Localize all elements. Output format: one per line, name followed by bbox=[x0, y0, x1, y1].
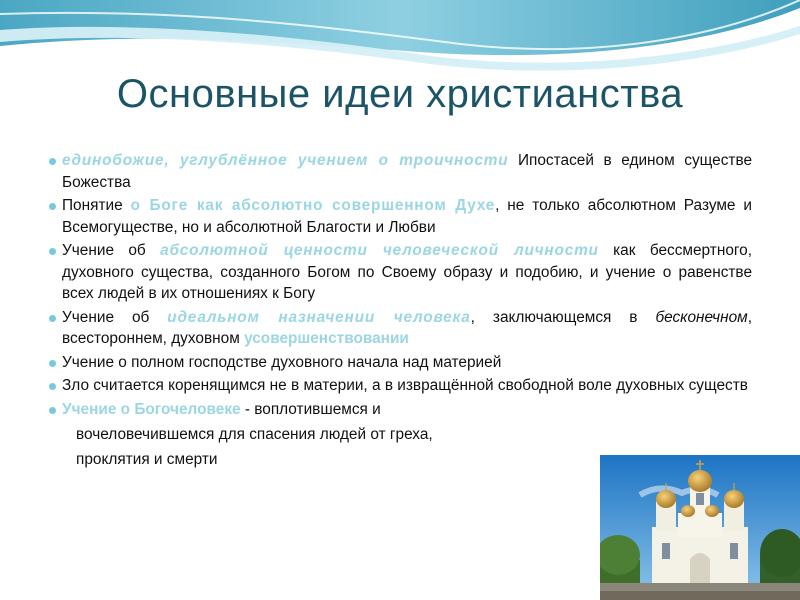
bullet-dot-icon bbox=[49, 248, 56, 255]
highlight-text: абсолютной ценности человеческой личности bbox=[160, 242, 599, 259]
item-text: как бессмертного, духовного существа, созданного Богом по Своему образу и подобию, и учение о равенстве всех людей в их отношениях к Богу bbox=[62, 242, 752, 302]
list-item bbox=[48, 150, 752, 193]
item-continuation: вочеловечившемся для спасения людей от греха, bbox=[76, 426, 433, 443]
list-item bbox=[48, 375, 752, 397]
list-item bbox=[48, 307, 752, 350]
item-text: , заключающемся в bbox=[470, 308, 656, 326]
highlight-text: усовершенствовании bbox=[244, 330, 409, 347]
highlight-text: идеальном назначении человека bbox=[167, 308, 471, 326]
item-text: Понятие bbox=[62, 197, 131, 214]
highlight-text: о Боге как абсолютно совершенном Духе bbox=[130, 197, 496, 214]
list-item bbox=[48, 195, 752, 238]
item-text: Ипостасей в едином существе Божества bbox=[62, 152, 753, 191]
bullet-dot-icon bbox=[49, 383, 56, 390]
church-photo bbox=[600, 455, 800, 600]
italic-text: бесконечном bbox=[655, 308, 748, 326]
bullet-dot-icon bbox=[49, 407, 56, 414]
item-text: Учение о полном господстве духовного начала над материей bbox=[62, 353, 502, 371]
list-item bbox=[48, 352, 752, 374]
slide-title: Основные идеи христианства bbox=[116, 72, 684, 116]
bullet-dot-icon bbox=[49, 158, 56, 165]
highlight-text: единобожие, углублённое учением о троичности bbox=[62, 152, 509, 169]
item-text: Учение об bbox=[62, 308, 168, 326]
item-text: Зло считается коренящимся не в материи, а в извращённой свободной воле духовных существ bbox=[62, 377, 748, 394]
item-text: Учение об bbox=[62, 242, 161, 259]
bullet-list bbox=[48, 150, 752, 470]
bullet-dot-icon bbox=[49, 203, 56, 210]
header-wave-decoration bbox=[0, 0, 800, 78]
item-text: , не только абсолютном Разуме и Всемогуществе, но и абсолютной Благости и Любви bbox=[62, 197, 752, 236]
highlight-text: Учение о Богочеловеке bbox=[62, 400, 241, 418]
bullet-dot-icon bbox=[49, 315, 56, 322]
item-text: , всестороннем, духовном bbox=[62, 308, 752, 347]
list-item bbox=[48, 240, 752, 305]
bullet-dot-icon bbox=[49, 360, 56, 367]
list-item bbox=[48, 399, 752, 421]
item-text: - воплотившемся и bbox=[240, 400, 381, 418]
item-continuation: проклятия и смерти bbox=[76, 450, 218, 468]
